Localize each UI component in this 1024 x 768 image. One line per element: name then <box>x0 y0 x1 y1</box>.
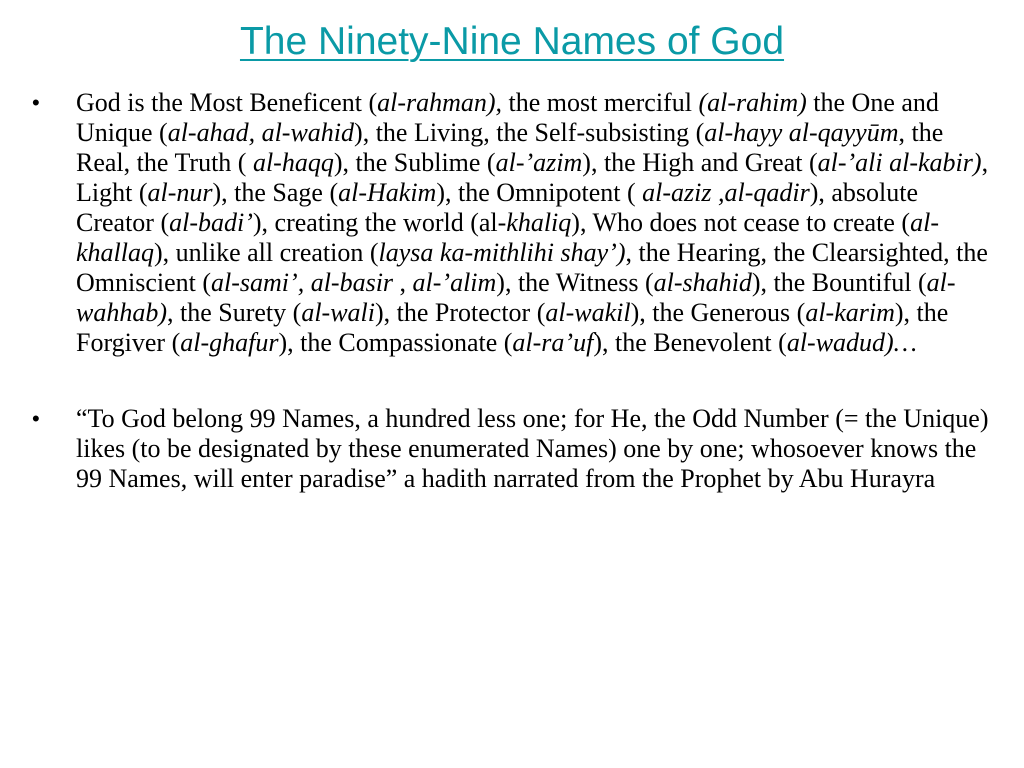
italic-term: al-hayy al-qayyūm <box>704 118 899 147</box>
text-run: ), the Generous ( <box>630 298 806 327</box>
bullet-marker: • <box>32 90 40 115</box>
bullet-marker: • <box>32 406 40 431</box>
text-run: the One and Unique ( <box>76 88 939 147</box>
italic-term: al-khallaq <box>76 208 939 267</box>
italic-term: al-ghafur <box>180 328 279 357</box>
italic-term: al-wali <box>301 298 375 327</box>
text-run: ), the Living, the Self-subsisting ( <box>354 118 705 147</box>
bullet-text <box>76 88 988 357</box>
italic-term: khaliq <box>506 208 572 237</box>
text-run: ), the Witness ( <box>496 268 654 297</box>
italic-term: al-badi’ <box>169 208 253 237</box>
bullet-text <box>76 404 989 493</box>
text-run: ), the High and Great ( <box>582 148 818 177</box>
italic-term: al-rahman), <box>377 88 503 117</box>
italic-term: al-nur <box>147 178 213 207</box>
italic-term: al-shahid <box>653 268 752 297</box>
italic-term: al-sami’, al-basir <box>211 268 394 297</box>
bullet-item-hadith <box>30 404 990 494</box>
text-run: ), the Compassionate ( <box>278 328 513 357</box>
text-run: ), unlike all creation ( <box>154 238 379 267</box>
italic-term: al-’alim <box>412 268 497 297</box>
italic-term: al-wakil <box>545 298 631 327</box>
italic-term: laysa ka-mithlihi shay’) <box>378 238 626 267</box>
italic-term: al-wahhab) <box>76 268 956 327</box>
text-run: ), the Sublime ( <box>333 148 496 177</box>
text-run: ), the Omnipotent ( <box>436 178 643 207</box>
bullet-list <box>30 88 990 494</box>
text-run: , the Surety ( <box>167 298 302 327</box>
italic-term: al-haqq <box>252 148 334 177</box>
italic-term: al-wadud)… <box>786 328 917 357</box>
italic-term: al-’ali al-kabir) <box>817 148 982 177</box>
text-run: ), the Protector ( <box>374 298 546 327</box>
text-run: ), the Forgiver ( <box>76 298 949 357</box>
text-run: the most merciful <box>502 88 699 117</box>
text-run: ), the Sage ( <box>212 178 339 207</box>
slide-title: The Ninety-Nine Names of God <box>239 20 785 63</box>
text-run: ), the Bountiful ( <box>751 268 927 297</box>
text-run: , Light ( <box>76 148 989 207</box>
text-run: ), absolute Creator ( <box>76 178 919 237</box>
italic-term: al-Hakim <box>338 178 437 207</box>
text-run: , the Real, the Truth ( <box>76 118 944 177</box>
text-run: ), the Benevolent ( <box>593 328 787 357</box>
text-run: God is the Most Beneficent ( <box>76 88 378 117</box>
italic-term: (al-rahim) <box>698 88 807 117</box>
text-run: ), creating the world (al- <box>252 208 507 237</box>
bullet-item-names <box>30 88 990 358</box>
italic-term: al-ra’uf <box>512 328 594 357</box>
italic-term: al-karim <box>805 298 895 327</box>
text-run: “To God belong 99 Names, a hundred less one; for He, the Odd Number (= the Unique) likes (to be designated by these enumerated Names) one by one; whosoever knows the 99 Names, will enter paradise” a hadith narrated from the Prophet by Abu Hurayra <box>76 404 989 493</box>
text-run: ), Who does not cease to create ( <box>571 208 911 237</box>
italic-term: al-ahad, al-wahid <box>167 118 355 147</box>
italic-term: al-aziz ,al-qadir <box>642 178 810 207</box>
text-run: , the Hearing, the Clearsighted, the Omniscient ( <box>76 238 988 297</box>
text-run: , <box>393 268 413 297</box>
italic-term: al-’azim <box>495 148 583 177</box>
